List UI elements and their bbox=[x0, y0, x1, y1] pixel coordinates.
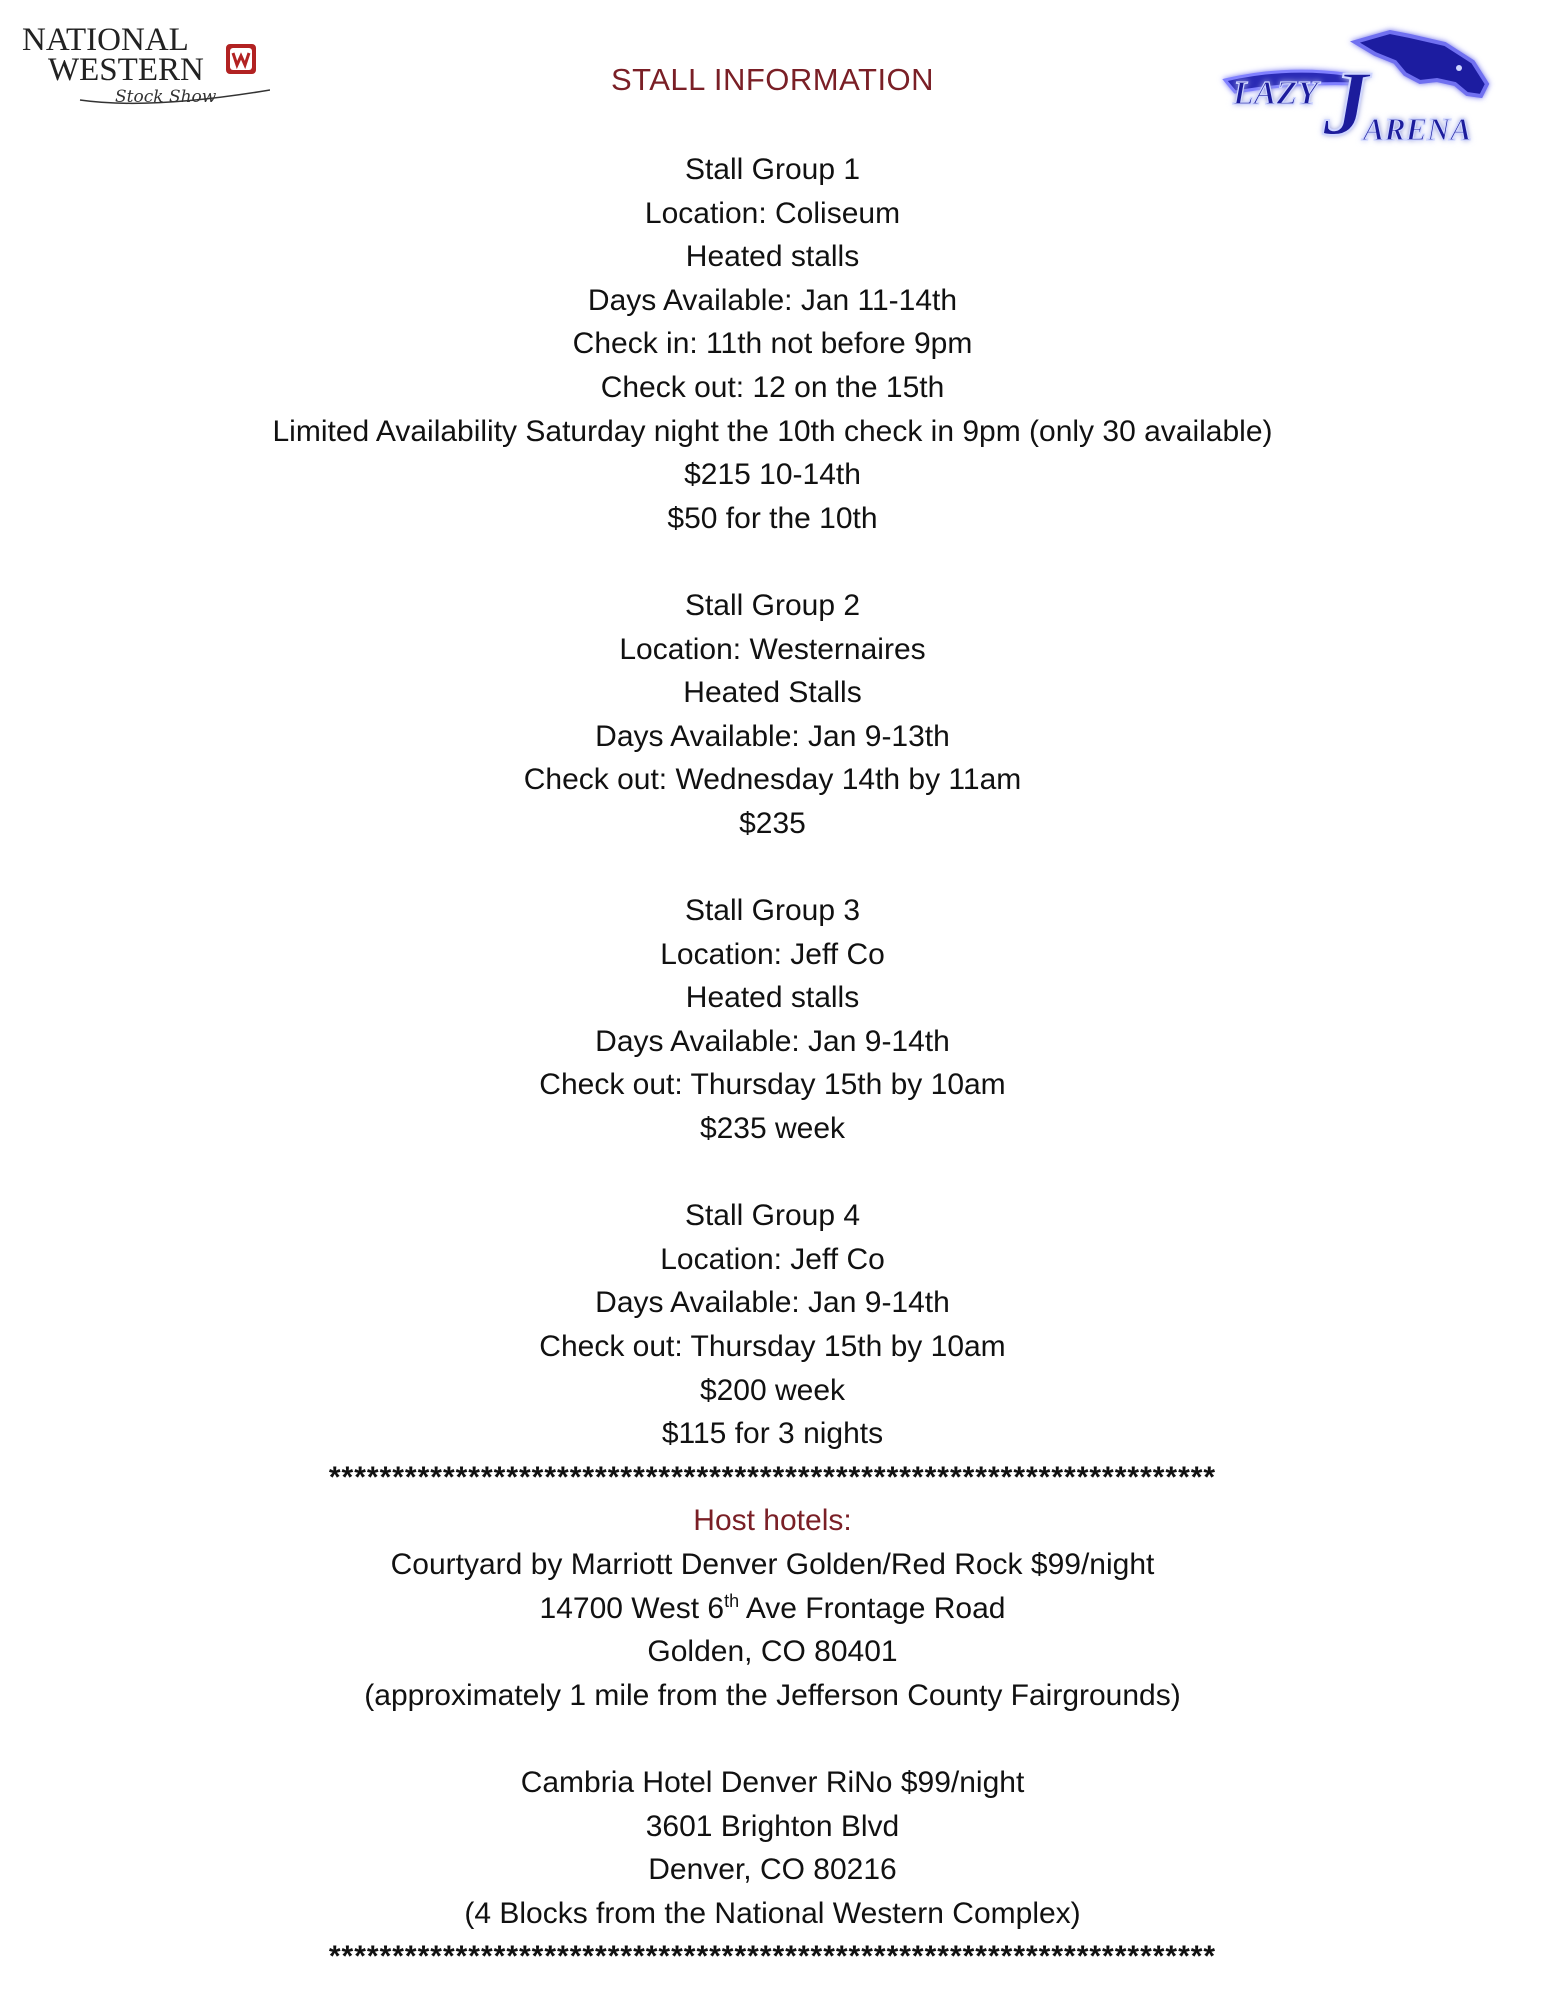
stall-group-line: Location: Jeff Co bbox=[660, 1242, 885, 1276]
stall-group-line: Days Available: Jan 9-14th bbox=[595, 1286, 950, 1320]
stall-group-line: $50 for the 10th bbox=[667, 501, 878, 535]
stall-group-line: Check out: Thursday 15th by 10am bbox=[539, 1330, 1006, 1364]
logo-stock-show-text: Stock Show bbox=[115, 87, 217, 107]
hotel-address: 14700 West 6th Ave Frontage Road bbox=[539, 1590, 1006, 1625]
stall-group-heading: Stall Group 4 bbox=[684, 1199, 861, 1233]
stall-group-line: $215 10-14th bbox=[684, 458, 861, 492]
stall-group-line: Days Available: Jan 9-14th bbox=[595, 1024, 950, 1058]
hotel-address: 3601 Brighton Blvd bbox=[645, 1809, 900, 1843]
hotel-2 bbox=[0, 1761, 1545, 1935]
hotels-heading: Host hotels: bbox=[693, 1504, 852, 1538]
spacer bbox=[0, 1151, 1545, 1195]
stall-group-line: Check out: 12 on the 15th bbox=[600, 370, 945, 404]
stall-group-line: Check out: Wednesday 14th by 11am bbox=[523, 763, 1022, 797]
separator: ********************************************************************** bbox=[328, 1460, 1217, 1494]
logo-national-text: NATIONAL bbox=[22, 22, 189, 58]
stall-group-line: Heated Stalls bbox=[683, 676, 862, 710]
stall-group-heading: Stall Group 3 bbox=[684, 894, 861, 928]
stall-group-line: Days Available: Jan 11-14th bbox=[587, 283, 958, 317]
stall-group-heading: Stall Group 1 bbox=[684, 153, 861, 186]
hotel-1 bbox=[0, 1543, 1545, 1717]
hotel-city: Golden, CO 80401 bbox=[647, 1635, 898, 1669]
stall-group-line: Heated stalls bbox=[685, 981, 860, 1015]
stall-group-3 bbox=[0, 889, 1545, 1151]
hotel-name: Courtyard by Marriott Denver Golden/Red Rock $99/night bbox=[390, 1548, 1155, 1581]
stall-group-line: Check in: 11th not before 9pm bbox=[572, 327, 973, 361]
stall-group-2 bbox=[0, 584, 1545, 846]
stall-group-line: Limited Availability Saturday night the 10th check in 9pm (only 30 available) bbox=[272, 414, 1273, 448]
hotel-note: (approximately 1 mile from the Jefferson County Fairgrounds) bbox=[364, 1678, 1181, 1712]
stall-group-heading: Stall Group 2 bbox=[684, 588, 861, 622]
stall-group-line: Heated stalls bbox=[685, 240, 860, 274]
stall-group-line: $115 for 3 nights bbox=[661, 1417, 884, 1451]
stall-group-line: $235 bbox=[739, 806, 806, 840]
logo-arena-text: ARENA bbox=[1363, 111, 1472, 147]
stall-group-line: Location: Coliseum bbox=[644, 196, 901, 230]
spacer bbox=[0, 846, 1545, 890]
page-title: STALL INFORMATION bbox=[610, 62, 935, 97]
spacer bbox=[0, 1717, 1545, 1761]
hotel-note: (4 Blocks from the National Western Complex) bbox=[464, 1896, 1081, 1930]
spacer bbox=[0, 540, 1545, 584]
stall-group-line: Location: Westernaires bbox=[619, 632, 926, 666]
stall-group-line: Days Available: Jan 9-13th bbox=[595, 719, 950, 753]
stall-group-line: Location: Jeff Co bbox=[660, 937, 885, 971]
stall-group-line: Check out: Thursday 15th by 10am bbox=[539, 1068, 1006, 1102]
document-body bbox=[0, 148, 1545, 1979]
stall-group-4 bbox=[0, 1194, 1545, 1456]
separator: ********************************************************************** bbox=[328, 1940, 1217, 1974]
stall-group-1 bbox=[0, 148, 1545, 540]
stall-group-line: $200 week bbox=[699, 1373, 846, 1407]
stall-group-line: $235 week bbox=[699, 1112, 846, 1146]
logo-j-text: J bbox=[1323, 52, 1369, 154]
logo-western-text: WESTERN bbox=[48, 52, 204, 88]
logo-lazy-text: LAZY bbox=[1233, 75, 1318, 112]
hotel-name: Cambria Hotel Denver RiNo $99/night bbox=[520, 1765, 1025, 1799]
hotel-city: Denver, CO 80216 bbox=[648, 1853, 897, 1887]
